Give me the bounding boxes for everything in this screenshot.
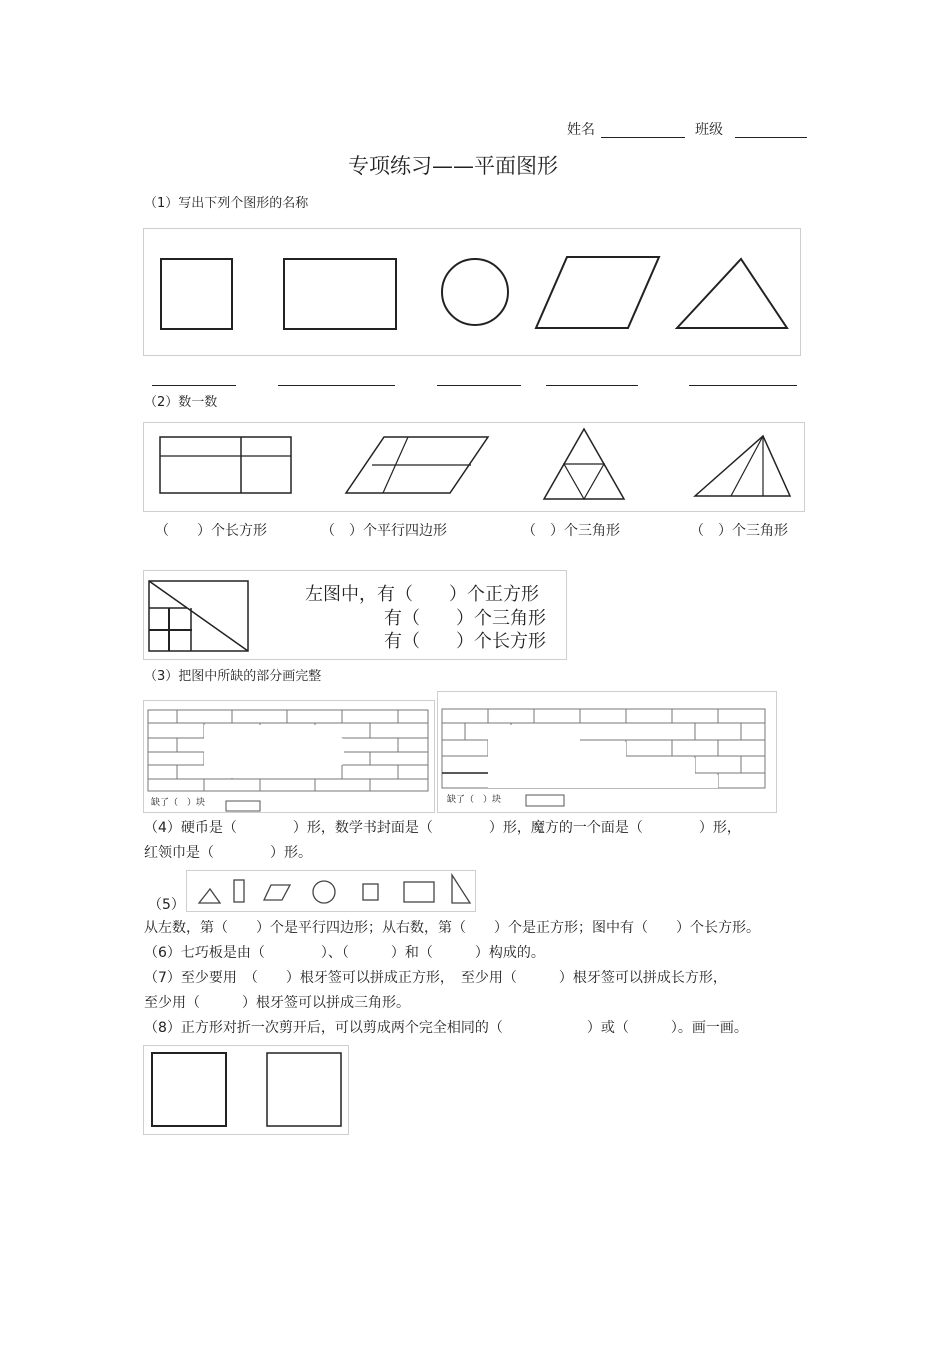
name-label: 姓名	[567, 122, 595, 138]
square-icon	[161, 259, 232, 329]
q1-prompt: （1）写出下列个图形的名称	[144, 196, 309, 211]
q2-figures-frame	[143, 422, 805, 512]
class-field[interactable]	[735, 137, 807, 138]
answer-line-1[interactable]	[152, 385, 236, 386]
q5-question: 从左数，第（ ）个是平行四边形；从右数，第（ ）个是正方形；图中有（ ）个长方形。	[144, 920, 760, 936]
tall-rectangle-icon	[234, 880, 244, 902]
q7-line2: 至少用（ ）根牙签可以拼成三角形。	[144, 995, 410, 1011]
q8-squares-frame	[143, 1045, 349, 1135]
right-triangle-icon	[452, 875, 470, 903]
missing-count-right: 缺了（ ）块	[447, 795, 502, 805]
square-triangle-figure	[144, 571, 264, 659]
triangle-icon	[199, 889, 220, 903]
q2-caption-3: （ ）个三角形	[522, 523, 620, 539]
brick-wall-right	[438, 692, 776, 812]
answer-line-2[interactable]	[278, 385, 395, 386]
q3-prompt: （3）把图中所缺的部分画完整	[144, 669, 322, 684]
class-label: 班级	[695, 122, 723, 138]
q2-figures	[144, 423, 804, 511]
q5-number: （5）	[148, 897, 185, 913]
square-drawing-1	[152, 1053, 226, 1126]
q8-text: （8）正方形对折一次剪开后，可以剪成两个完全相同的（ ）或（ ）。画一画。	[144, 1020, 748, 1036]
q6-text: （6）七巧板是由（ ）、（ ）和（ ）构成的。	[144, 945, 545, 961]
q5-shapes	[187, 871, 475, 911]
count-square-line: 左图中，有（ ）个正方形	[305, 584, 539, 605]
q4-line2: 红领巾是（ ）形。	[144, 845, 312, 861]
q8-squares	[144, 1046, 348, 1134]
q4-line1: （4）硬币是（ ）形，数学书封面是（ ）形，魔方的一个面是（ ）形，	[144, 820, 741, 836]
count-rectangle-line: 有（ ）个长方形	[384, 631, 546, 652]
q1-shapes-frame	[143, 228, 801, 356]
rectangle-icon	[284, 259, 396, 329]
missing-count-left: 缺了（ ）块	[151, 798, 206, 808]
q2-caption-2: （ ）个平行四边形	[321, 523, 447, 539]
q1-shapes	[144, 229, 800, 355]
triangle-icon	[677, 259, 787, 328]
brick-wall-left	[144, 701, 434, 812]
q2-caption-1: （ ）个长方形	[155, 523, 267, 539]
count-triangle-line: 有（ ）个三角形	[384, 608, 546, 629]
answer-line-3[interactable]	[437, 385, 521, 386]
q2-caption-4: （ ）个三角形	[690, 523, 788, 539]
circle-icon	[313, 881, 335, 903]
split-rectangle-figure	[160, 437, 291, 493]
rectangle-icon	[404, 882, 434, 902]
page-title: 专项练习——平面图形	[348, 154, 558, 178]
answer-line-4[interactable]	[546, 385, 638, 386]
circle-icon	[442, 259, 508, 325]
brick-wall-right-frame	[437, 691, 777, 813]
fan-triangle-figure	[695, 436, 790, 496]
square-icon	[363, 884, 378, 900]
square-drawing-2	[267, 1053, 341, 1126]
q7-line1: （7）至少要用 （ ）根牙签可以拼成正方形， 至少用（ ）根牙签可以拼成长方形，	[144, 970, 727, 986]
answer-line-5[interactable]	[689, 385, 797, 386]
brick-wall-left-frame	[143, 700, 435, 813]
parallelogram-icon	[536, 257, 659, 328]
q2-count-box	[143, 570, 567, 660]
q5-shapes-frame	[186, 870, 476, 912]
name-field[interactable]	[601, 137, 685, 138]
q2-prompt: （2）数一数	[144, 395, 218, 410]
parallelogram-icon	[264, 885, 290, 900]
